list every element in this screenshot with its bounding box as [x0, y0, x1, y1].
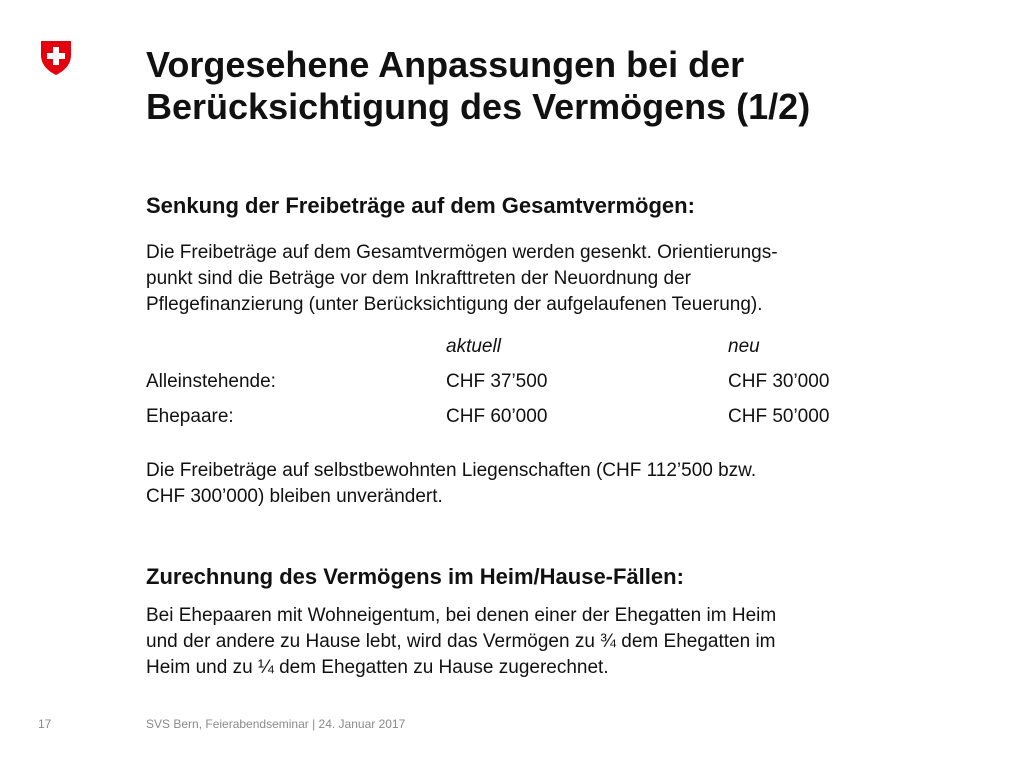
table-row — [146, 404, 986, 430]
column-header-aktuell: aktuell — [446, 336, 501, 357]
swiss-cross-shield-icon — [40, 40, 72, 76]
paragraph-line: und der andere zu Hause lebt, wird das Vermögen zu ¾ dem Ehegatten im — [146, 631, 776, 652]
value-aktuell: CHF 60’000 — [446, 406, 548, 427]
table-row — [146, 369, 986, 395]
row-label: Alleinstehende: — [146, 371, 276, 392]
section-paragraph — [146, 603, 976, 681]
section-paragraph — [146, 240, 976, 318]
paragraph-line: Heim und zu ¼ dem Ehegatten zu Hause zugerechnet. — [146, 657, 609, 678]
paragraph-line: punkt sind die Beträge vor dem Inkrafttreten der Neuordnung der — [146, 268, 691, 289]
slide-title — [146, 44, 986, 128]
row-label: Ehepaare: — [146, 406, 234, 427]
section-heading-zurechnung: Zurechnung des Vermögens im Heim/Hause-Fällen: — [146, 564, 684, 589]
paragraph-line: Pflegefinanzierung (unter Berücksichtigung der aufgelaufenen Teuerung). — [146, 294, 763, 315]
value-neu: CHF 50’000 — [728, 406, 830, 427]
column-header-neu: neu — [728, 336, 760, 357]
footer-text: SVS Bern, Feierabendseminar | 24. Januar 2017 — [146, 717, 406, 731]
title-line: Berücksichtigung des Vermögens (1/2) — [146, 86, 811, 127]
paragraph-line: CHF 300’000) bleiben unverändert. — [146, 486, 443, 507]
page-number: 17 — [38, 717, 52, 731]
table-header-row — [146, 334, 986, 360]
section-paragraph — [146, 458, 976, 510]
paragraph-line: Die Freibeträge auf dem Gesamtvermögen werden gesenkt. Orientierungs- — [146, 242, 778, 263]
value-neu: CHF 30’000 — [728, 371, 830, 392]
paragraph-line: Bei Ehepaaren mit Wohneigentum, bei denen einer der Ehegatten im Heim — [146, 605, 777, 626]
section-heading-freibetraege: Senkung der Freibeträge auf dem Gesamtvermögen: — [146, 193, 695, 218]
value-aktuell: CHF 37’500 — [446, 371, 548, 392]
paragraph-line: Die Freibeträge auf selbstbewohnten Liegenschaften (CHF 112’500 bzw. — [146, 460, 757, 481]
title-line: Vorgesehene Anpassungen bei der — [146, 44, 745, 85]
